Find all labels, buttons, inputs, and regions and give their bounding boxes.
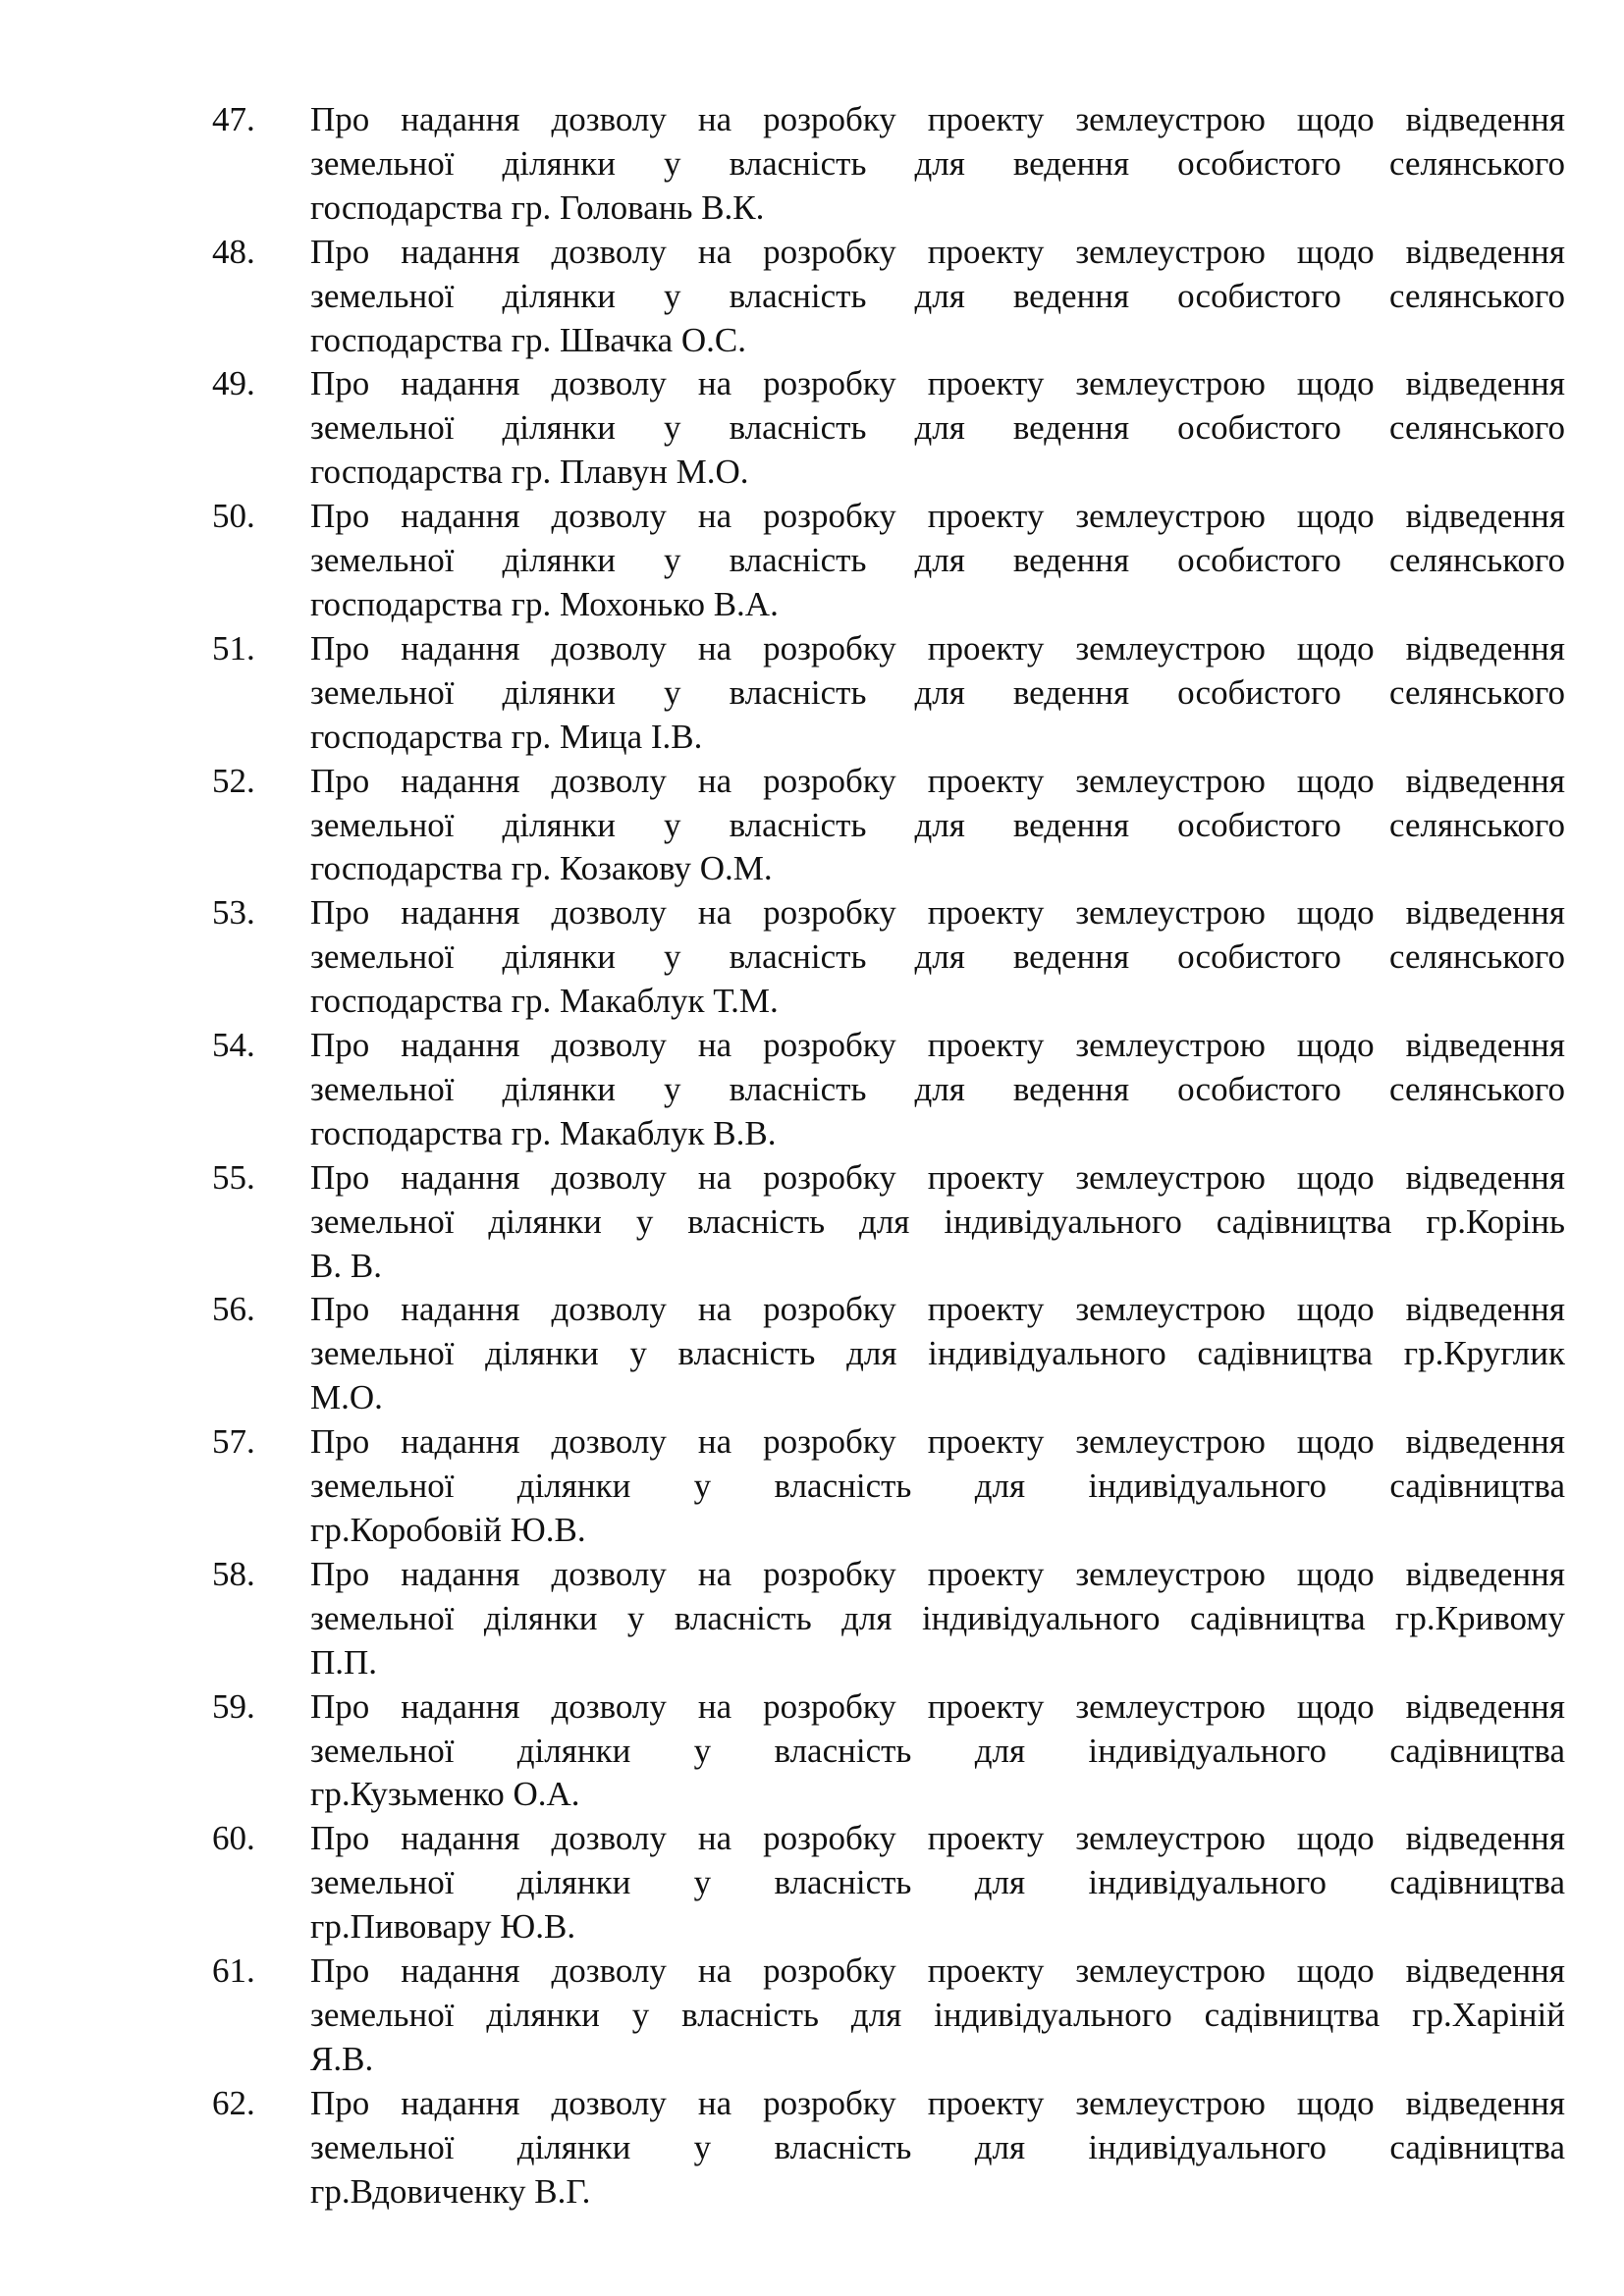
item-text-line: Про надання дозволу на розробку проекту землеустрою щодо відведення	[310, 1686, 1565, 1726]
list-item	[212, 1288, 1565, 1420]
item-text-line: Про надання дозволу на розробку проекту землеустрою щодо відведення	[310, 893, 1565, 933]
item-text-line: Про надання дозволу на розробку проекту землеустрою щодо відведення	[310, 628, 1565, 667]
item-text-line: Про надання дозволу на розробку проекту землеустрою щодо відведення	[310, 1819, 1565, 1858]
item-text-line: М.О.	[310, 1378, 383, 1417]
item-text-line: земельної ділянки у власність для індивідуального садівництва	[310, 1731, 1565, 1770]
item-number: 58.	[212, 1554, 255, 1593]
item-text-line: земельної ділянки у власність для індивідуального садівництва гр.Круглик	[310, 1334, 1565, 1373]
item-number: 59.	[212, 1686, 255, 1726]
item-text-line: гр.Пивовару Ю.В.	[310, 1907, 576, 1947]
item-text-line: земельної ділянки у власність для індивідуального садівництва	[310, 1467, 1565, 1506]
item-text-line: господарства гр. Макаблук В.В.	[310, 1113, 777, 1152]
item-text-line: земельної ділянки у власність для ведення особистого селянського	[310, 672, 1565, 712]
item-text-line: гр.Вдовиченку В.Г.	[310, 2171, 591, 2211]
item-text-line: Про надання дозволу на розробку проекту землеустрою щодо відведення	[310, 100, 1565, 138]
item-text-line: Про надання дозволу на розробку проекту землеустрою щодо відведення	[310, 1290, 1565, 1329]
list-item	[212, 495, 1565, 627]
item-number: 57.	[212, 1422, 255, 1462]
list-item	[212, 627, 1565, 760]
item-text-line: Про надання дозволу на розробку проекту землеустрою щодо відведення	[310, 1554, 1565, 1593]
item-text-line: господарства гр. Мохонько В.А.	[310, 584, 779, 623]
item-number: 47.	[212, 100, 255, 138]
item-number: 53.	[212, 893, 255, 933]
item-number: 52.	[212, 761, 255, 800]
item-text-line: Про надання дозволу на розробку проекту землеустрою щодо відведення	[310, 364, 1565, 403]
item-text-line: господарства гр. Головань В.К.	[310, 187, 765, 227]
item-text-line: В. В.	[310, 1246, 382, 1285]
item-number: 61.	[212, 1951, 255, 1991]
list-item	[212, 1420, 1565, 1553]
item-text-line: господарства гр. Козакову О.М.	[310, 849, 773, 888]
item-text-line: господарства гр. Мица І.В.	[310, 717, 703, 756]
item-text-line: Про надання дозволу на розробку проекту землеустрою щодо відведення	[310, 497, 1565, 536]
list-item	[212, 2082, 1565, 2215]
item-text-line: господарства гр. Плавун М.О.	[310, 453, 749, 492]
list-item	[212, 891, 1565, 1024]
item-text-line: Я.В.	[310, 2039, 374, 2078]
item-text-line: земельної ділянки у власність для ведення особистого селянського	[310, 1069, 1565, 1108]
item-text-line: земельної ділянки у власність для індивідуального садівництва гр.Харіній	[310, 1995, 1565, 2034]
item-number: 55.	[212, 1157, 255, 1197]
item-text-line: Про надання дозволу на розробку проекту землеустрою щодо відведення	[310, 232, 1565, 271]
list-item	[212, 1685, 1565, 1818]
item-number: 62.	[212, 2083, 255, 2122]
item-text-line: земельної ділянки у власність для індивідуального садівництва	[310, 1863, 1565, 1902]
item-text-line: Про надання дозволу на розробку проекту землеустрою щодо відведення	[310, 1026, 1565, 1065]
item-text-line: Про надання дозволу на розробку проекту землеустрою щодо відведення	[310, 1422, 1565, 1462]
item-text-line: господарства гр. Швачка О.С.	[310, 320, 746, 359]
list-item	[212, 362, 1565, 495]
item-text-line: земельної ділянки у власність для ведення особистого селянського	[310, 541, 1565, 580]
item-text-line: господарства гр. Макаблук Т.М.	[310, 982, 779, 1021]
item-text-line: Про надання дозволу на розробку проекту землеустрою щодо відведення	[310, 2083, 1565, 2122]
item-number: 49.	[212, 364, 255, 403]
item-text-line: земельної ділянки у власність для індивідуального садівництва гр.Кривому	[310, 1598, 1565, 1637]
item-text-line: земельної ділянки у власність для індивідуального садівництва	[310, 2127, 1565, 2166]
item-text-line: Про надання дозволу на розробку проекту землеустрою щодо відведення	[310, 1157, 1565, 1197]
item-text-line: гр.Кузьменко О.А.	[310, 1775, 580, 1814]
item-text-line: земельної ділянки у власність для ведення особистого селянського	[310, 408, 1565, 448]
list-item	[212, 1024, 1565, 1156]
item-text-line: Про надання дозволу на розробку проекту землеустрою щодо відведення	[310, 761, 1565, 800]
item-text-line: земельної ділянки у власність для ведення особистого селянського	[310, 937, 1565, 977]
resolution-list	[212, 98, 1565, 2215]
item-number: 60.	[212, 1819, 255, 1858]
item-text-line: земельної ділянки у власність для ведення особистого селянського	[310, 276, 1565, 315]
item-number: 51.	[212, 628, 255, 667]
item-text-line: П.П.	[310, 1642, 378, 1682]
item-text-line: земельної ділянки у власність для ведення особистого селянського	[310, 805, 1565, 844]
item-text-line: гр.Коробовій Ю.В.	[310, 1511, 586, 1549]
item-text-line: Про надання дозволу на розробку проекту землеустрою щодо відведення	[310, 1951, 1565, 1991]
item-number: 54.	[212, 1026, 255, 1065]
list-item	[212, 1156, 1565, 1289]
item-text-line: земельної ділянки у власність для ведення особистого селянського	[310, 143, 1565, 183]
item-text-line: земельної ділянки у власність для індивідуального садівництва гр.Корінь	[310, 1201, 1565, 1241]
list-item	[212, 1817, 1565, 1949]
list-item	[212, 98, 1565, 231]
list-item	[212, 231, 1565, 363]
item-number: 50.	[212, 497, 255, 536]
item-number: 48.	[212, 232, 255, 271]
item-number: 56.	[212, 1290, 255, 1329]
list-item	[212, 1949, 1565, 2082]
list-item	[212, 1553, 1565, 1685]
list-item	[212, 760, 1565, 892]
